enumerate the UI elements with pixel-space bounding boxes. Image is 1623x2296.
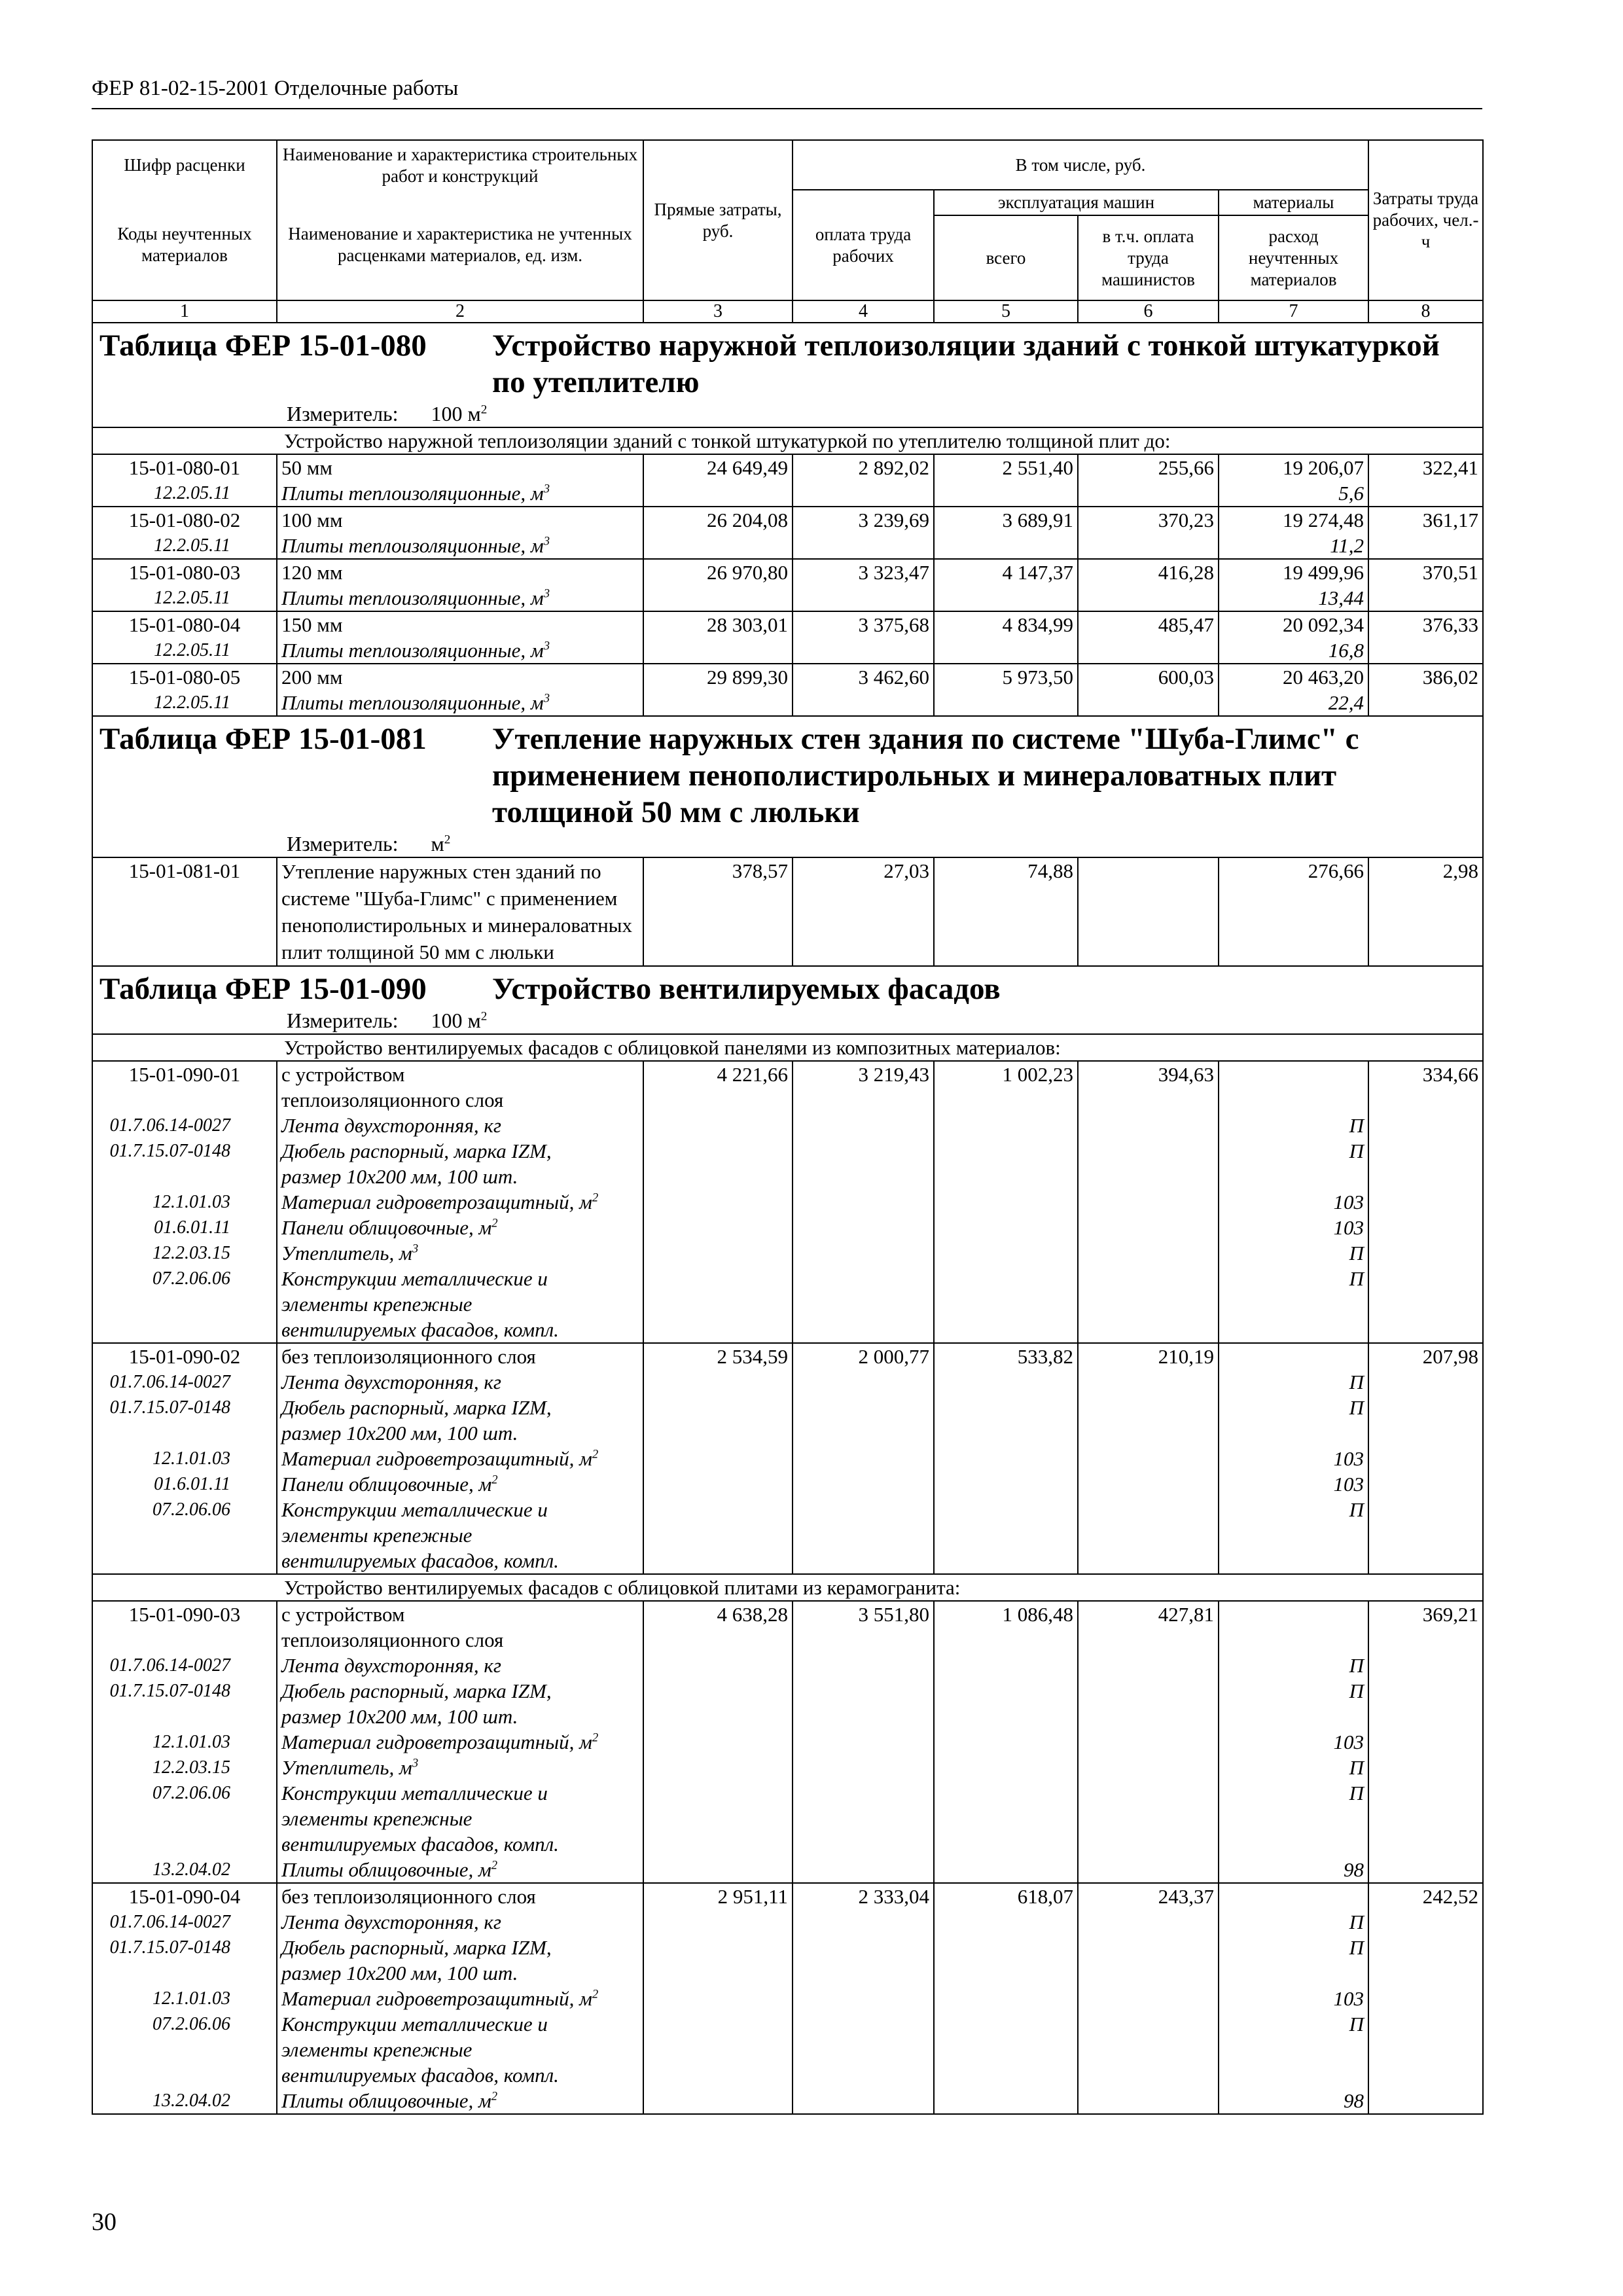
table-row: 15-01-081-01 Утепление наружных стен зданий по системе "Шуба-Глимс" с применением пенополистирольных и минераловатных плит толщиной 50 мм с люльки 378,57 27,03 74,88 276,66 2,98: [92, 857, 1483, 966]
table-080-label: Таблица ФЕР 15-01-080: [99, 329, 427, 363]
material-row: 01.7.15.07-0148 Дюбель распорный, марка IZM, П: [92, 1138, 1483, 1164]
material-row: 01.7.06.14-0027 Лента двухсторонняя, кг П: [92, 1909, 1483, 1935]
material-row: 01.6.01.11 Панели облицовочные, $м^2$ 103: [92, 1471, 1483, 1497]
table-090-name: Устройство вентилируемых фасадов: [492, 972, 1001, 1006]
table-row: 15-01-080-04 150 мм 28 303,01 3 375,68 4 834,99 485,47 20 092,34 376,33: [92, 611, 1483, 637]
material-row: 13.2.04.02 Плиты облицовочные, $м^2$ 98: [92, 1857, 1483, 1883]
head-machines: эксплуатация машин: [934, 190, 1219, 215]
material-row: элементы крепежные: [92, 1522, 1483, 1548]
running-header: ФЕР 81-02-15-2001 Отделочные работы: [92, 77, 459, 100]
table-row: 15-01-080-05 200 мм 29 899,30 3 462,60 5 973,50 600,03 20 463,20 386,02: [92, 664, 1483, 690]
material-row: 07.2.06.06 Конструкции металлические и П: [92, 2011, 1483, 2037]
material-row: 12.2.03.15 Утеплитель, $м^3$ П: [92, 1755, 1483, 1780]
table-090-label: Таблица ФЕР 15-01-090: [99, 972, 427, 1006]
material-row: 01.7.06.14-0027 Лента двухсторонняя, кг П: [92, 1369, 1483, 1395]
head-col4: оплата труда рабочих: [793, 190, 934, 300]
table-080-meas: Измеритель: 100 $м^2$: [287, 402, 488, 425]
material-row: элементы крепежные: [92, 1291, 1483, 1317]
table-row-cont: теплоизоляционного слоя: [92, 1087, 1483, 1113]
table-row: 15-01-090-04 без теплоизоляционного слоя 2 951,11 2 333,04 618,07 243,37 242,52: [92, 1883, 1483, 1909]
table-090-meas: Измеритель: 100 $м^2$: [287, 1009, 488, 1032]
material-row: 01.7.15.07-0148 Дюбель распорный, марка IZM, П: [92, 1678, 1483, 1704]
table-row: 15-01-080-02 100 мм 26 204,08 3 239,69 3 689,91 370,23 19 274,48 361,17: [92, 507, 1483, 533]
material-row: 12.1.01.03 Материал гидроветрозащитный, $м^2$ 103: [92, 1189, 1483, 1215]
table-row: 15-01-090-02 без теплоизоляционного слоя 2 534,59 2 000,77 533,82 210,19 207,98: [92, 1343, 1483, 1369]
material-row: 12.2.05.11 Плиты теплоизоляционные, $м^3$ 13,44: [92, 585, 1483, 611]
material-row: вентилируемых фасадов, компл.: [92, 1317, 1483, 1343]
head-col1-top: Шифр расценки: [92, 140, 277, 190]
table-081-name: Утепление наружных стен здания по системе "Шуба-Глимс" с применением пенополистирольных и минераловатных плит толщиной 50 мм с люльки: [492, 722, 1359, 829]
head-col6: в т.ч. оплата труда машинистов: [1078, 215, 1219, 300]
material-row: вентилируемых фасадов, компл.: [92, 2062, 1483, 2088]
table-row: 15-01-090-03 с устройством 4 638,28 3 551,80 1 086,48 427,81 369,21: [92, 1601, 1483, 1627]
material-row: 12.2.05.11 Плиты теплоизоляционные, $м^3$ 5,6: [92, 480, 1483, 507]
material-row: 12.2.03.15 Утеплитель, $м^3$ П: [92, 1240, 1483, 1266]
header-rule: [92, 108, 1482, 109]
col-number: 5: [934, 300, 1078, 323]
col-number: 8: [1368, 300, 1483, 323]
material-row: 12.2.05.11 Плиты теплоизоляционные, $м^3$ 11,2: [92, 533, 1483, 559]
material-row: 07.2.06.06 Конструкции металлические и П: [92, 1780, 1483, 1806]
page-number: 30: [92, 2208, 116, 2236]
rates-table: [92, 139, 1484, 2115]
material-row: 12.1.01.03 Материал гидроветрозащитный, $м^2$ 103: [92, 1729, 1483, 1755]
head-col7: расход неучтенных материалов: [1219, 215, 1368, 300]
head-col5: всего: [934, 215, 1078, 300]
table-row-cont: теплоизоляционного слоя: [92, 1627, 1483, 1653]
head-col2-bottom: Наименование и характеристика не учтенных расценками материалов, ед. изм.: [277, 190, 643, 300]
table-row: 15-01-080-03 120 мм 26 970,80 3 323,47 4 147,37 416,28 19 499,96 370,51: [92, 559, 1483, 585]
table-080-subheader: Устройство наружной теплоизоляции зданий с тонкой штукатуркой по утеплителю толщиной плит до:: [92, 427, 1483, 454]
material-row: 12.1.01.03 Материал гидроветрозащитный, $м^2$ 103: [92, 1446, 1483, 1471]
table-080-title: [92, 323, 1483, 427]
material-row: размер 10х200 мм, 100 шт.: [92, 1960, 1483, 1986]
col-number: 1: [92, 300, 277, 323]
col-number: 4: [793, 300, 934, 323]
material-row: 07.2.06.06 Конструкции металлические и П: [92, 1497, 1483, 1522]
col-number: 2: [277, 300, 643, 323]
material-row: 12.2.05.11 Плиты теплоизоляционные, $м^3$ 22,4: [92, 690, 1483, 716]
head-col1-bottom: Коды неучтенных материалов: [92, 190, 277, 300]
head-incl: В том числе, руб.: [793, 140, 1368, 190]
material-row: 01.7.15.07-0148 Дюбель распорный, марка IZM, П: [92, 1395, 1483, 1420]
material-row: 12.2.05.11 Плиты теплоизоляционные, $м^3$ 16,8: [92, 637, 1483, 664]
table-081-meas: Измеритель: $м^2$: [287, 832, 451, 855]
table-row: 15-01-080-01 50 мм 24 649,49 2 892,02 2 551,40 255,66 19 206,07 322,41: [92, 454, 1483, 480]
material-row: вентилируемых фасадов, компл.: [92, 1548, 1483, 1574]
table-090-title: [92, 966, 1483, 1034]
material-row: 01.7.06.14-0027 Лента двухсторонняя, кг П: [92, 1113, 1483, 1138]
head-col2-top: Наименование и характеристика строительных работ и конструкций: [277, 140, 643, 190]
col-number: 6: [1078, 300, 1219, 323]
material-row: размер 10х200 мм, 100 шт.: [92, 1420, 1483, 1446]
material-row: размер 10х200 мм, 100 шт.: [92, 1704, 1483, 1729]
table-081-label: Таблица ФЕР 15-01-081: [99, 722, 427, 756]
material-row: элементы крепежные: [92, 2037, 1483, 2062]
head-materials: материалы: [1219, 190, 1368, 215]
material-row: элементы крепежные: [92, 1806, 1483, 1831]
material-row: 12.1.01.03 Материал гидроветрозащитный, $м^2$ 103: [92, 1986, 1483, 2011]
material-row: 07.2.06.06 Конструкции металлические и П: [92, 1266, 1483, 1291]
material-row: 01.7.06.14-0027 Лента двухсторонняя, кг П: [92, 1653, 1483, 1678]
material-row: 13.2.04.02 Плиты облицовочные, $м^2$ 98: [92, 2088, 1483, 2114]
table-081-title: [92, 716, 1483, 857]
table-090-subheader-1: Устройство вентилируемых фасадов с облицовкой панелями из композитных материалов:: [92, 1034, 1483, 1061]
col-number: 3: [643, 300, 793, 323]
material-row: размер 10х200 мм, 100 шт.: [92, 1164, 1483, 1189]
material-row: 01.6.01.11 Панели облицовочные, $м^2$ 103: [92, 1215, 1483, 1240]
table-080-name: Устройство наружной теплоизоляции зданий с тонкой штукатуркой по утеплителю: [492, 329, 1440, 399]
material-row: 01.7.15.07-0148 Дюбель распорный, марка IZM, П: [92, 1935, 1483, 1960]
table-row: 15-01-090-01 с устройством 4 221,66 3 219,43 1 002,23 394,63 334,66: [92, 1061, 1483, 1087]
head-col3: Прямые затраты, руб.: [643, 140, 793, 300]
material-row: вентилируемых фасадов, компл.: [92, 1831, 1483, 1857]
head-col8: Затраты труда рабочих, чел.-ч: [1368, 140, 1483, 300]
col-number: 7: [1219, 300, 1368, 323]
table-090-subheader-2: Устройство вентилируемых фасадов с облицовкой плитами из керамогранита:: [92, 1574, 1483, 1601]
